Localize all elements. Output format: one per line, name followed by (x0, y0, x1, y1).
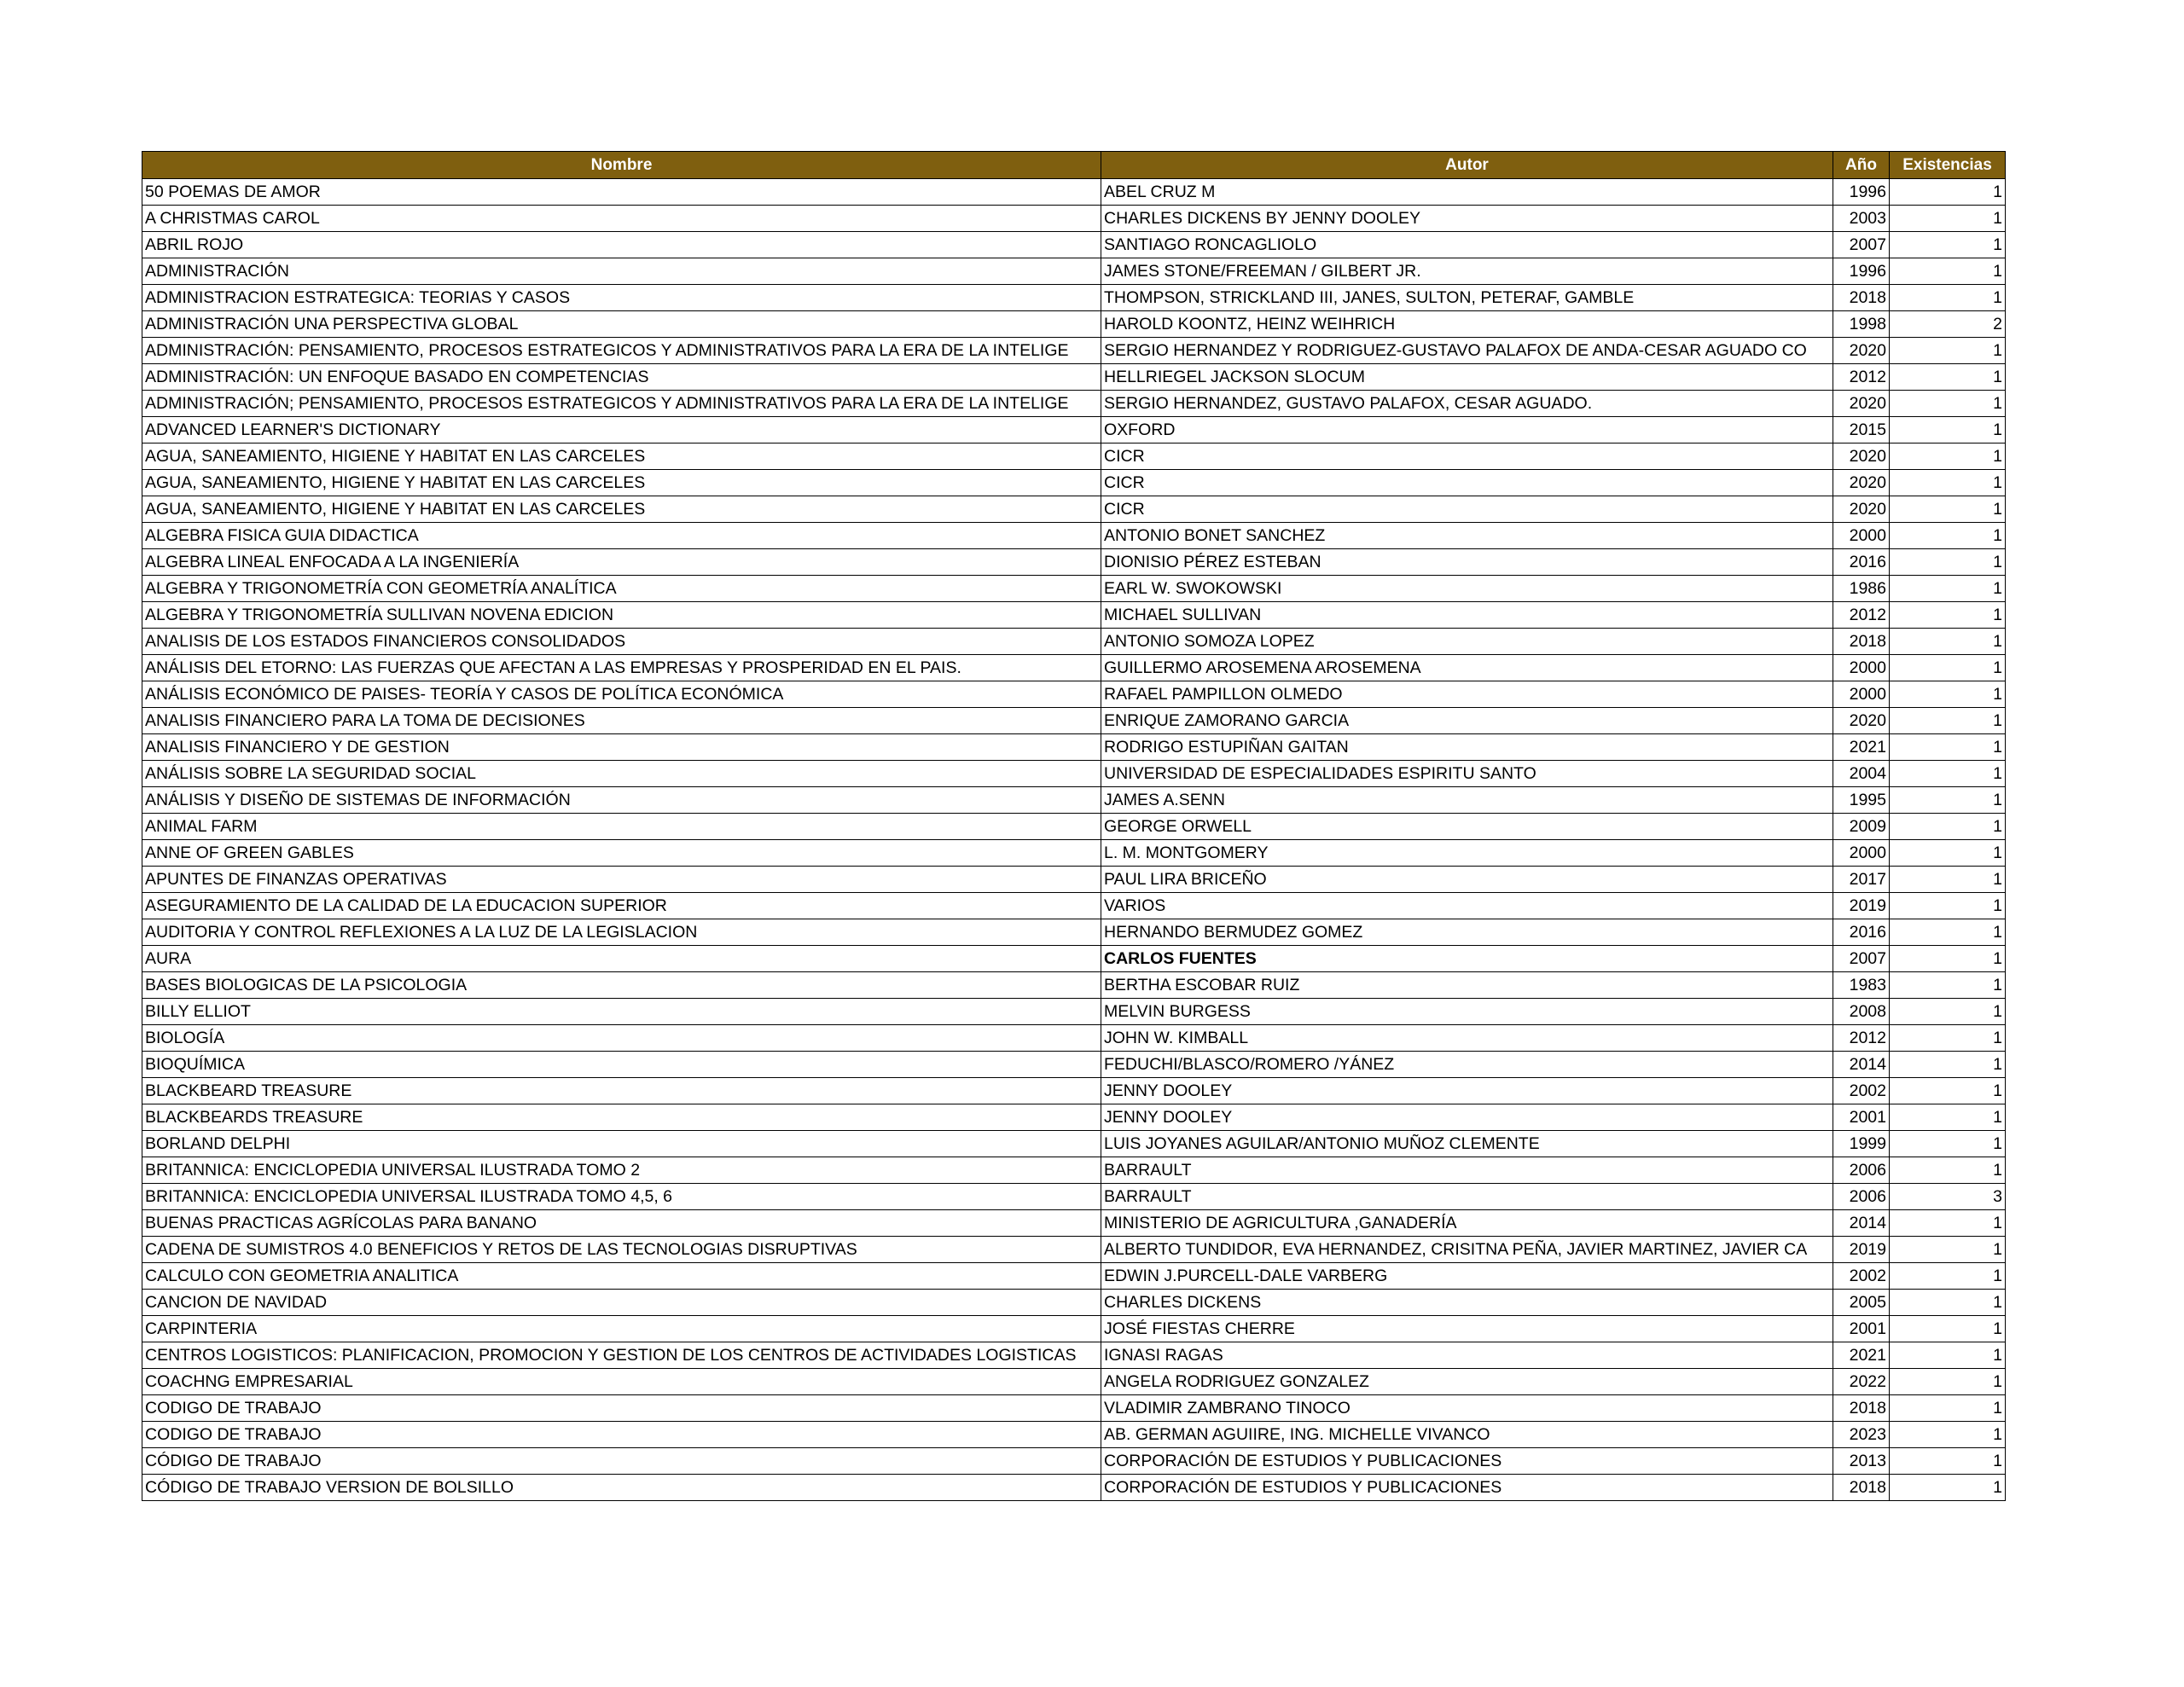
cell-autor: ABEL CRUZ M (1101, 179, 1833, 206)
cell-anio: 2002 (1833, 1078, 1890, 1104)
cell-existencias: 1 (1890, 258, 2006, 285)
cell-existencias: 1 (1890, 972, 2006, 999)
cell-nombre: CENTROS LOGISTICOS: PLANIFICACION, PROMOCION Y GESTION DE LOS CENTROS DE ACTIVIDADES LOGISTICAS (142, 1342, 1101, 1369)
cell-existencias: 1 (1890, 708, 2006, 734)
cell-nombre: ADVANCED LEARNER'S DICTIONARY (142, 417, 1101, 443)
cell-anio: 1983 (1833, 972, 1890, 999)
cell-nombre: ALGEBRA FISICA GUIA DIDACTICA (142, 523, 1101, 549)
cell-existencias: 1 (1890, 523, 2006, 549)
cell-existencias: 1 (1890, 549, 2006, 576)
cell-nombre: ALGEBRA LINEAL ENFOCADA A LA INGENIERÍA (142, 549, 1101, 576)
table-row (142, 417, 2006, 443)
cell-anio: 2021 (1833, 1342, 1890, 1369)
cell-autor: CORPORACIÓN DE ESTUDIOS Y PUBLICACIONES (1101, 1475, 1833, 1501)
cell-anio: 1999 (1833, 1131, 1890, 1157)
table-row (142, 602, 2006, 629)
cell-anio: 2014 (1833, 1052, 1890, 1078)
cell-anio: 2020 (1833, 391, 1890, 417)
cell-anio: 2004 (1833, 761, 1890, 787)
cell-autor: HAROLD KOONTZ, HEINZ WEIHRICH (1101, 311, 1833, 338)
cell-existencias: 1 (1890, 1342, 2006, 1369)
cell-nombre: ANALISIS FINANCIERO PARA LA TOMA DE DECISIONES (142, 708, 1101, 734)
cell-autor: AB. GERMAN AGUIIRE, ING. MICHELLE VIVANCO (1101, 1422, 1833, 1448)
cell-autor: GUILLERMO AROSEMENA AROSEMENA (1101, 655, 1833, 681)
cell-nombre: CARPINTERIA (142, 1316, 1101, 1342)
cell-autor: UNIVERSIDAD DE ESPECIALIDADES ESPIRITU SANTO (1101, 761, 1833, 787)
table-row (142, 867, 2006, 893)
table-row (142, 919, 2006, 946)
cell-existencias: 1 (1890, 867, 2006, 893)
table-row (142, 946, 2006, 972)
table-row (142, 1395, 2006, 1422)
cell-nombre: ADMINISTRACIÓN (142, 258, 1101, 285)
cell-anio: 2018 (1833, 285, 1890, 311)
cell-autor: ANGELA RODRIGUEZ GONZALEZ (1101, 1369, 1833, 1395)
cell-anio: 2007 (1833, 232, 1890, 258)
cell-existencias: 1 (1890, 629, 2006, 655)
table-row (142, 391, 2006, 417)
cell-existencias: 1 (1890, 840, 2006, 867)
table-row (142, 364, 2006, 391)
table-row (142, 655, 2006, 681)
cell-nombre: CODIGO DE TRABAJO (142, 1395, 1101, 1422)
cell-autor: CARLOS FUENTES (1101, 946, 1833, 972)
cell-anio: 2001 (1833, 1104, 1890, 1131)
cell-anio: 2006 (1833, 1157, 1890, 1184)
cell-nombre: ADMINISTRACIÓN: PENSAMIENTO, PROCESOS ESTRATEGICOS Y ADMINISTRATIVOS PARA LA ERA DE LA INTELIGE (142, 338, 1101, 364)
cell-existencias: 3 (1890, 1184, 2006, 1210)
table-row (142, 258, 2006, 285)
cell-existencias: 1 (1890, 576, 2006, 602)
table-row (142, 206, 2006, 232)
cell-autor: EARL W. SWOKOWSKI (1101, 576, 1833, 602)
cell-anio: 2019 (1833, 893, 1890, 919)
cell-existencias: 1 (1890, 1078, 2006, 1104)
cell-nombre: BRITANNICA: ENCICLOPEDIA UNIVERSAL ILUSTRADA TOMO 2 (142, 1157, 1101, 1184)
table-row (142, 338, 2006, 364)
cell-anio: 2020 (1833, 443, 1890, 470)
table-row (142, 893, 2006, 919)
cell-existencias: 1 (1890, 1448, 2006, 1475)
table-header (142, 152, 2006, 179)
cell-autor: DIONISIO PÉREZ ESTEBAN (1101, 549, 1833, 576)
cell-nombre: A CHRISTMAS CAROL (142, 206, 1101, 232)
cell-anio: 2012 (1833, 1025, 1890, 1052)
cell-anio: 2022 (1833, 1369, 1890, 1395)
cell-autor: MICHAEL SULLIVAN (1101, 602, 1833, 629)
cell-anio: 2023 (1833, 1422, 1890, 1448)
cell-existencias: 1 (1890, 893, 2006, 919)
cell-existencias: 1 (1890, 1237, 2006, 1263)
cell-nombre: ALGEBRA Y TRIGONOMETRÍA SULLIVAN NOVENA EDICION (142, 602, 1101, 629)
cell-existencias: 1 (1890, 1104, 2006, 1131)
table-row (142, 523, 2006, 549)
cell-autor: IGNASI RAGAS (1101, 1342, 1833, 1369)
cell-autor: JOSÉ FIESTAS CHERRE (1101, 1316, 1833, 1342)
cell-nombre: ASEGURAMIENTO DE LA CALIDAD DE LA EDUCACION SUPERIOR (142, 893, 1101, 919)
cell-anio: 2013 (1833, 1448, 1890, 1475)
table-row (142, 1263, 2006, 1290)
cell-existencias: 1 (1890, 285, 2006, 311)
cell-existencias: 1 (1890, 1475, 2006, 1501)
cell-anio: 2020 (1833, 708, 1890, 734)
cell-nombre: BILLY ELLIOT (142, 999, 1101, 1025)
cell-nombre: ALGEBRA Y TRIGONOMETRÍA CON GEOMETRÍA ANALÍTICA (142, 576, 1101, 602)
cell-nombre: ADMINISTRACIÓN UNA PERSPECTIVA GLOBAL (142, 311, 1101, 338)
cell-nombre: APUNTES DE FINANZAS OPERATIVAS (142, 867, 1101, 893)
cell-nombre: AGUA, SANEAMIENTO, HIGIENE Y HABITAT EN LAS CARCELES (142, 470, 1101, 496)
cell-autor: SERGIO HERNANDEZ Y RODRIGUEZ-GUSTAVO PALAFOX DE ANDA-CESAR AGUADO CO (1101, 338, 1833, 364)
cell-nombre: ANALISIS FINANCIERO Y DE GESTION (142, 734, 1101, 761)
cell-existencias: 1 (1890, 443, 2006, 470)
table-body (142, 179, 2006, 1501)
cell-anio: 2018 (1833, 629, 1890, 655)
cell-existencias: 1 (1890, 681, 2006, 708)
cell-existencias: 1 (1890, 1290, 2006, 1316)
cell-anio: 2008 (1833, 999, 1890, 1025)
cell-nombre: AGUA, SANEAMIENTO, HIGIENE Y HABITAT EN LAS CARCELES (142, 496, 1101, 523)
cell-anio: 2003 (1833, 206, 1890, 232)
cell-autor: L. M. MONTGOMERY (1101, 840, 1833, 867)
cell-nombre: BLACKBEARD TREASURE (142, 1078, 1101, 1104)
cell-existencias: 1 (1890, 1422, 2006, 1448)
cell-nombre: ANÁLISIS SOBRE LA SEGURIDAD SOCIAL (142, 761, 1101, 787)
cell-autor: ALBERTO TUNDIDOR, EVA HERNANDEZ, CRISITNA PEÑA, JAVIER MARTINEZ, JAVIER CA (1101, 1237, 1833, 1263)
table-row (142, 285, 2006, 311)
table-row (142, 840, 2006, 867)
cell-nombre: BASES BIOLOGICAS DE LA PSICOLOGIA (142, 972, 1101, 999)
cell-nombre: BIOQUÍMICA (142, 1052, 1101, 1078)
table-row (142, 629, 2006, 655)
cell-anio: 2012 (1833, 602, 1890, 629)
cell-existencias: 1 (1890, 1395, 2006, 1422)
cell-existencias: 1 (1890, 1316, 2006, 1342)
cell-autor: FEDUCHI/BLASCO/ROMERO /YÁNEZ (1101, 1052, 1833, 1078)
cell-existencias: 1 (1890, 1369, 2006, 1395)
cell-anio: 1996 (1833, 179, 1890, 206)
cell-autor: THOMPSON, STRICKLAND III, JANES, SULTON, PETERAF, GAMBLE (1101, 285, 1833, 311)
cell-anio: 1995 (1833, 787, 1890, 814)
cell-existencias: 1 (1890, 338, 2006, 364)
cell-nombre: CÓDIGO DE TRABAJO VERSION DE BOLSILLO (142, 1475, 1101, 1501)
cell-nombre: CALCULO CON GEOMETRIA ANALITICA (142, 1263, 1101, 1290)
cell-nombre: CADENA DE SUMISTROS 4.0 BENEFICIOS Y RETOS DE LAS TECNOLOGIAS DISRUPTIVAS (142, 1237, 1101, 1263)
cell-anio: 2015 (1833, 417, 1890, 443)
table-row (142, 999, 2006, 1025)
table-row (142, 681, 2006, 708)
table-row (142, 1104, 2006, 1131)
cell-existencias: 1 (1890, 496, 2006, 523)
cell-autor: JAMES A.SENN (1101, 787, 1833, 814)
cell-existencias: 1 (1890, 602, 2006, 629)
cell-anio: 2012 (1833, 364, 1890, 391)
table-row (142, 576, 2006, 602)
cell-anio: 2016 (1833, 549, 1890, 576)
cell-autor: RODRIGO ESTUPIÑAN GAITAN (1101, 734, 1833, 761)
cell-anio: 1986 (1833, 576, 1890, 602)
cell-existencias: 1 (1890, 999, 2006, 1025)
header-autor: Autor (1101, 152, 1833, 179)
cell-existencias: 1 (1890, 206, 2006, 232)
cell-autor: ANTONIO SOMOZA LOPEZ (1101, 629, 1833, 655)
cell-nombre: BLACKBEARDS TREASURE (142, 1104, 1101, 1131)
cell-existencias: 1 (1890, 1263, 2006, 1290)
cell-existencias: 1 (1890, 232, 2006, 258)
cell-existencias: 1 (1890, 1025, 2006, 1052)
cell-anio: 2019 (1833, 1237, 1890, 1263)
cell-autor: JOHN W. KIMBALL (1101, 1025, 1833, 1052)
cell-existencias: 1 (1890, 417, 2006, 443)
cell-anio: 2007 (1833, 946, 1890, 972)
cell-nombre: BIOLOGÍA (142, 1025, 1101, 1052)
cell-autor: CHARLES DICKENS (1101, 1290, 1833, 1316)
cell-anio: 2006 (1833, 1184, 1890, 1210)
cell-anio: 1996 (1833, 258, 1890, 285)
cell-autor: BARRAULT (1101, 1184, 1833, 1210)
cell-autor: CICR (1101, 496, 1833, 523)
cell-autor: PAUL LIRA BRICEÑO (1101, 867, 1833, 893)
table-row (142, 1369, 2006, 1395)
cell-nombre: ADMINISTRACION ESTRATEGICA: TEORIAS Y CASOS (142, 285, 1101, 311)
cell-anio: 1998 (1833, 311, 1890, 338)
cell-nombre: ANNE OF GREEN GABLES (142, 840, 1101, 867)
cell-autor: BARRAULT (1101, 1157, 1833, 1184)
cell-existencias: 1 (1890, 1131, 2006, 1157)
cell-nombre: AUDITORIA Y CONTROL REFLEXIONES A LA LUZ DE LA LEGISLACION (142, 919, 1101, 946)
cell-existencias: 1 (1890, 364, 2006, 391)
cell-autor: SERGIO HERNANDEZ, GUSTAVO PALAFOX, CESAR AGUADO. (1101, 391, 1833, 417)
table-row (142, 179, 2006, 206)
cell-nombre: ANIMAL FARM (142, 814, 1101, 840)
cell-autor: CHARLES DICKENS BY JENNY DOOLEY (1101, 206, 1833, 232)
cell-existencias: 1 (1890, 391, 2006, 417)
cell-nombre: AURA (142, 946, 1101, 972)
table-row (142, 549, 2006, 576)
cell-nombre: ANÁLISIS ECONÓMICO DE PAISES- TEORÍA Y CASOS DE POLÍTICA ECONÓMICA (142, 681, 1101, 708)
cell-autor: BERTHA ESCOBAR RUIZ (1101, 972, 1833, 999)
cell-anio: 2001 (1833, 1316, 1890, 1342)
cell-autor: OXFORD (1101, 417, 1833, 443)
cell-anio: 2020 (1833, 470, 1890, 496)
cell-autor: LUIS JOYANES AGUILAR/ANTONIO MUÑOZ CLEMENTE (1101, 1131, 1833, 1157)
header-row (142, 152, 2006, 179)
table-row (142, 972, 2006, 999)
cell-existencias: 1 (1890, 1052, 2006, 1078)
cell-nombre: 50 POEMAS DE AMOR (142, 179, 1101, 206)
cell-nombre: ANALISIS DE LOS ESTADOS FINANCIEROS CONSOLIDADOS (142, 629, 1101, 655)
table-row (142, 814, 2006, 840)
table-row (142, 1210, 2006, 1237)
header-nombre: Nombre (142, 152, 1101, 179)
table-row (142, 1131, 2006, 1157)
table-row (142, 1448, 2006, 1475)
cell-autor: CICR (1101, 443, 1833, 470)
cell-autor: HERNANDO BERMUDEZ GOMEZ (1101, 919, 1833, 946)
cell-anio: 2009 (1833, 814, 1890, 840)
cell-nombre: ABRIL ROJO (142, 232, 1101, 258)
cell-anio: 2020 (1833, 496, 1890, 523)
table-row (142, 311, 2006, 338)
cell-anio: 2018 (1833, 1475, 1890, 1501)
cell-autor: HELLRIEGEL JACKSON SLOCUM (1101, 364, 1833, 391)
cell-existencias: 1 (1890, 814, 2006, 840)
cell-autor: VLADIMIR ZAMBRANO TINOCO (1101, 1395, 1833, 1422)
cell-anio: 2016 (1833, 919, 1890, 946)
cell-autor: MINISTERIO DE AGRICULTURA ,GANADERÍA (1101, 1210, 1833, 1237)
table-row (142, 496, 2006, 523)
table-row (142, 1157, 2006, 1184)
cell-nombre: ANÁLISIS DEL ETORNO: LAS FUERZAS QUE AFECTAN A LAS EMPRESAS Y PROSPERIDAD EN EL PAIS. (142, 655, 1101, 681)
cell-nombre: BUENAS PRACTICAS AGRÍCOLAS PARA BANANO (142, 1210, 1101, 1237)
table-row (142, 787, 2006, 814)
table-row (142, 443, 2006, 470)
table-row (142, 1475, 2006, 1501)
table-row (142, 232, 2006, 258)
cell-anio: 2000 (1833, 523, 1890, 549)
table-row (142, 708, 2006, 734)
cell-autor: ENRIQUE ZAMORANO GARCIA (1101, 708, 1833, 734)
cell-autor: RAFAEL PAMPILLON OLMEDO (1101, 681, 1833, 708)
cell-anio: 2002 (1833, 1263, 1890, 1290)
cell-anio: 2018 (1833, 1395, 1890, 1422)
cell-anio: 2000 (1833, 681, 1890, 708)
cell-autor: VARIOS (1101, 893, 1833, 919)
cell-nombre: ADMINISTRACIÓN: UN ENFOQUE BASADO EN COMPETENCIAS (142, 364, 1101, 391)
inventory-table (142, 151, 2006, 1501)
header-existencias: Existencias (1890, 152, 2006, 179)
cell-nombre: COACHNG EMPRESARIAL (142, 1369, 1101, 1395)
cell-anio: 2014 (1833, 1210, 1890, 1237)
cell-nombre: BORLAND DELPHI (142, 1131, 1101, 1157)
cell-nombre: ADMINISTRACIÓN; PENSAMIENTO, PROCESOS ESTRATEGICOS Y ADMINISTRATIVOS PARA LA ERA DE LA INTELIGE (142, 391, 1101, 417)
cell-anio: 2021 (1833, 734, 1890, 761)
cell-existencias: 1 (1890, 1210, 2006, 1237)
table-row (142, 734, 2006, 761)
cell-nombre: CODIGO DE TRABAJO (142, 1422, 1101, 1448)
table-row (142, 1422, 2006, 1448)
cell-autor: EDWIN J.PURCELL-DALE VARBERG (1101, 1263, 1833, 1290)
cell-existencias: 1 (1890, 179, 2006, 206)
cell-autor: JAMES STONE/FREEMAN / GILBERT JR. (1101, 258, 1833, 285)
cell-anio: 2000 (1833, 655, 1890, 681)
cell-autor: CICR (1101, 470, 1833, 496)
cell-anio: 2017 (1833, 867, 1890, 893)
table-row (142, 470, 2006, 496)
table-row (142, 1184, 2006, 1210)
cell-nombre: CANCION DE NAVIDAD (142, 1290, 1101, 1316)
cell-existencias: 1 (1890, 734, 2006, 761)
cell-existencias: 1 (1890, 946, 2006, 972)
cell-autor: JENNY DOOLEY (1101, 1104, 1833, 1131)
cell-existencias: 1 (1890, 1157, 2006, 1184)
cell-existencias: 2 (1890, 311, 2006, 338)
cell-nombre: AGUA, SANEAMIENTO, HIGIENE Y HABITAT EN LAS CARCELES (142, 443, 1101, 470)
cell-anio: 2005 (1833, 1290, 1890, 1316)
cell-autor: ANTONIO BONET SANCHEZ (1101, 523, 1833, 549)
table-row (142, 1342, 2006, 1369)
cell-existencias: 1 (1890, 919, 2006, 946)
cell-existencias: 1 (1890, 470, 2006, 496)
cell-autor: MELVIN BURGESS (1101, 999, 1833, 1025)
cell-nombre: ANÁLISIS Y DISEÑO DE SISTEMAS DE INFORMACIÓN (142, 787, 1101, 814)
table-row (142, 1316, 2006, 1342)
table-row (142, 761, 2006, 787)
cell-existencias: 1 (1890, 761, 2006, 787)
table-row (142, 1052, 2006, 1078)
table-row (142, 1025, 2006, 1052)
cell-existencias: 1 (1890, 787, 2006, 814)
cell-autor: GEORGE ORWELL (1101, 814, 1833, 840)
header-anio: Año (1833, 152, 1890, 179)
cell-autor: CORPORACIÓN DE ESTUDIOS Y PUBLICACIONES (1101, 1448, 1833, 1475)
table-row (142, 1078, 2006, 1104)
cell-autor: SANTIAGO RONCAGLIOLO (1101, 232, 1833, 258)
cell-nombre: BRITANNICA: ENCICLOPEDIA UNIVERSAL ILUSTRADA TOMO 4,5, 6 (142, 1184, 1101, 1210)
cell-anio: 2000 (1833, 840, 1890, 867)
cell-nombre: CÓDIGO DE TRABAJO (142, 1448, 1101, 1475)
table-row (142, 1290, 2006, 1316)
table-row (142, 1237, 2006, 1263)
cell-autor: JENNY DOOLEY (1101, 1078, 1833, 1104)
cell-existencias: 1 (1890, 655, 2006, 681)
cell-anio: 2020 (1833, 338, 1890, 364)
